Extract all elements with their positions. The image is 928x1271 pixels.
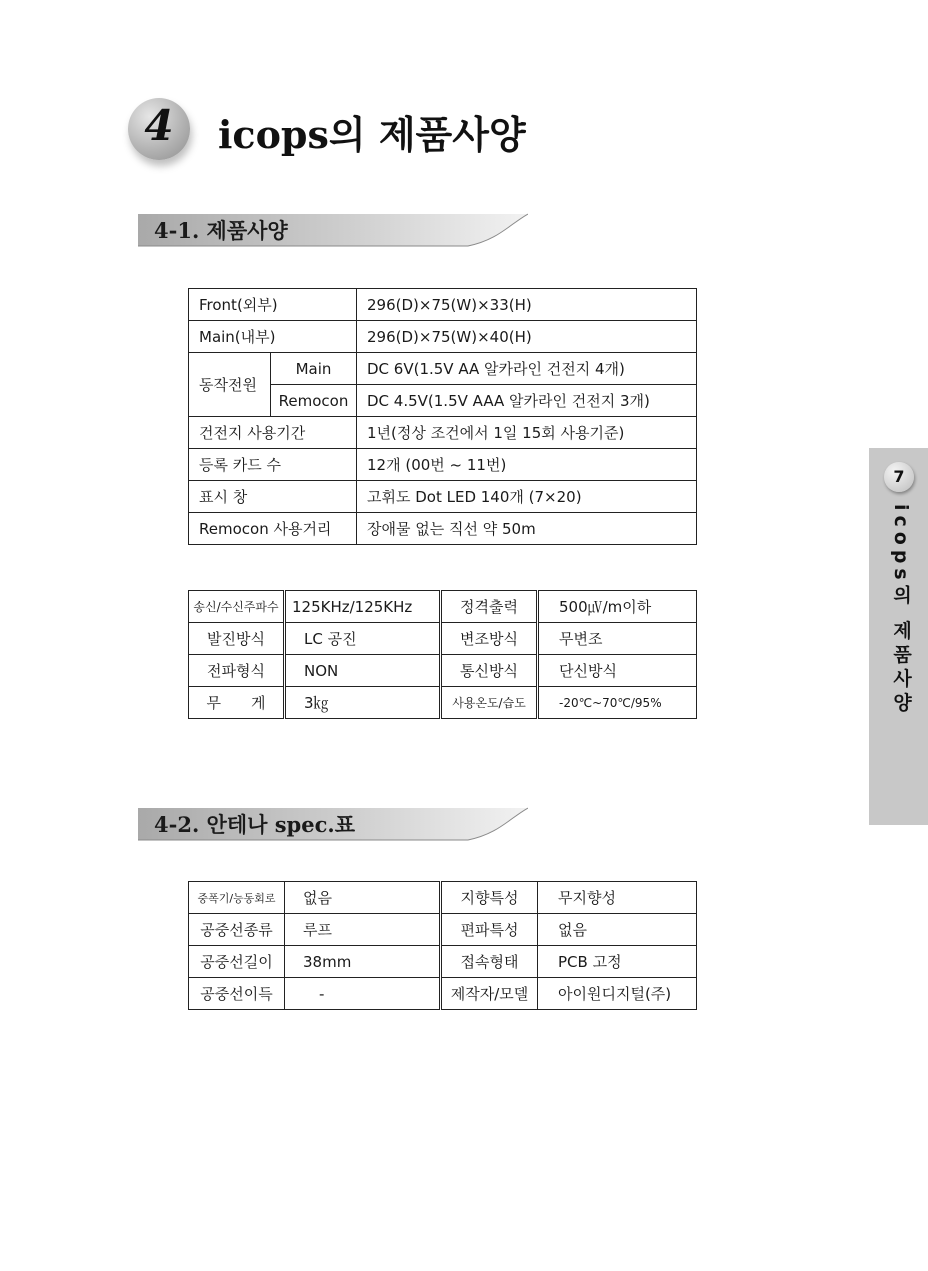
radio-value: 무변조 <box>538 623 697 655</box>
spec-label: 건전지 사용기간 <box>189 417 357 449</box>
table-row <box>189 591 697 623</box>
radio-key: 변조방식 <box>441 623 538 655</box>
table-row <box>189 449 697 481</box>
spec-label: 동작전원 <box>189 353 271 417</box>
antenna-key: 중폭기/능동회로 <box>189 882 285 914</box>
section-heading: 4-2. 안테나 spec.표 <box>154 812 355 837</box>
radio-value: LC 공진 <box>285 623 441 655</box>
table-row <box>189 353 697 385</box>
antenna-value: 아이원디지털(주) <box>538 978 697 1010</box>
antenna-key: 제작자/모델 <box>441 978 538 1010</box>
radio-value: NON <box>285 655 441 687</box>
antenna-key: 편파특성 <box>441 914 538 946</box>
spec-label: 등록 카드 수 <box>189 449 357 481</box>
spec-value: 296(D)×75(W)×40(H) <box>357 321 697 353</box>
chapter-number: 4 <box>144 101 174 150</box>
page-number-badge: 7 <box>884 462 914 492</box>
spec-label: Main(내부) <box>189 321 357 353</box>
radio-key: 무 게 <box>189 687 285 719</box>
antenna-value: 루프 <box>285 914 441 946</box>
spec-value: 장애물 없는 직선 약 50m <box>357 513 697 545</box>
radio-value: 단신방식 <box>538 655 697 687</box>
spec-value: DC 4.5V(1.5V AAA 알카라인 건전지 3개) <box>357 385 697 417</box>
side-tab-label: icops의 제품사양 <box>890 504 912 717</box>
section-banner-2 <box>138 804 528 842</box>
spec-sublabel: Remocon <box>271 385 357 417</box>
antenna-key: 공중선종류 <box>189 914 285 946</box>
table-row <box>189 289 697 321</box>
radio-key: 통신방식 <box>441 655 538 687</box>
table-row <box>189 946 697 978</box>
antenna-value: - <box>285 978 441 1010</box>
spec-sublabel: Main <box>271 353 357 385</box>
radio-key: 정격출력 <box>441 591 538 623</box>
chapter-title: icops의 제품사양 <box>218 112 526 157</box>
antenna-key: 접속형태 <box>441 946 538 978</box>
antenna-value: PCB 고정 <box>538 946 697 978</box>
section-heading: 4-1. 제품사양 <box>154 218 288 243</box>
antenna-value: 38mm <box>285 946 441 978</box>
table-row <box>189 321 697 353</box>
antenna-value: 없음 <box>538 914 697 946</box>
radio-key: 사용온도/습도 <box>441 687 538 719</box>
spec-value: DC 6V(1.5V AA 알카라인 건전지 4개) <box>357 353 697 385</box>
radio-key: 송신/수신주파수 <box>189 591 285 623</box>
table-row <box>189 623 697 655</box>
table-row <box>189 687 697 719</box>
table-row <box>189 655 697 687</box>
radio-value: -20℃~70℃/95% <box>538 687 697 719</box>
table-row <box>189 513 697 545</box>
table-row <box>189 417 697 449</box>
table-row <box>189 481 697 513</box>
section-banner-1 <box>138 210 528 248</box>
table-row <box>189 914 697 946</box>
spec-value: 12개 (00번 ~ 11번) <box>357 449 697 481</box>
antenna-value: 없음 <box>285 882 441 914</box>
antenna-key: 공중선이득 <box>189 978 285 1010</box>
antenna-value: 무지향성 <box>538 882 697 914</box>
spec-value: 고휘도 Dot LED 140개 (7×20) <box>357 481 697 513</box>
spec-label: 표시 창 <box>189 481 357 513</box>
radio-value: 500㎶/m이하 <box>538 591 697 623</box>
radio-value: 3㎏ <box>285 687 441 719</box>
chapter-side-tab <box>869 448 928 825</box>
radio-value: 125KHz/125KHz <box>285 591 441 623</box>
radio-spec-table <box>188 590 697 719</box>
spec-value: 1년(정상 조건에서 1일 15회 사용기준) <box>357 417 697 449</box>
table-row <box>189 882 697 914</box>
chapter-number-badge <box>128 98 190 160</box>
spec-label: Remocon 사용거리 <box>189 513 357 545</box>
spec-label: Front(외부) <box>189 289 357 321</box>
radio-key: 발진방식 <box>189 623 285 655</box>
table-row <box>189 978 697 1010</box>
spec-value: 296(D)×75(W)×33(H) <box>357 289 697 321</box>
radio-key: 전파형식 <box>189 655 285 687</box>
product-spec-table <box>188 288 697 545</box>
antenna-spec-table <box>188 881 697 1010</box>
antenna-key: 지향특성 <box>441 882 538 914</box>
antenna-key: 공중선길이 <box>189 946 285 978</box>
